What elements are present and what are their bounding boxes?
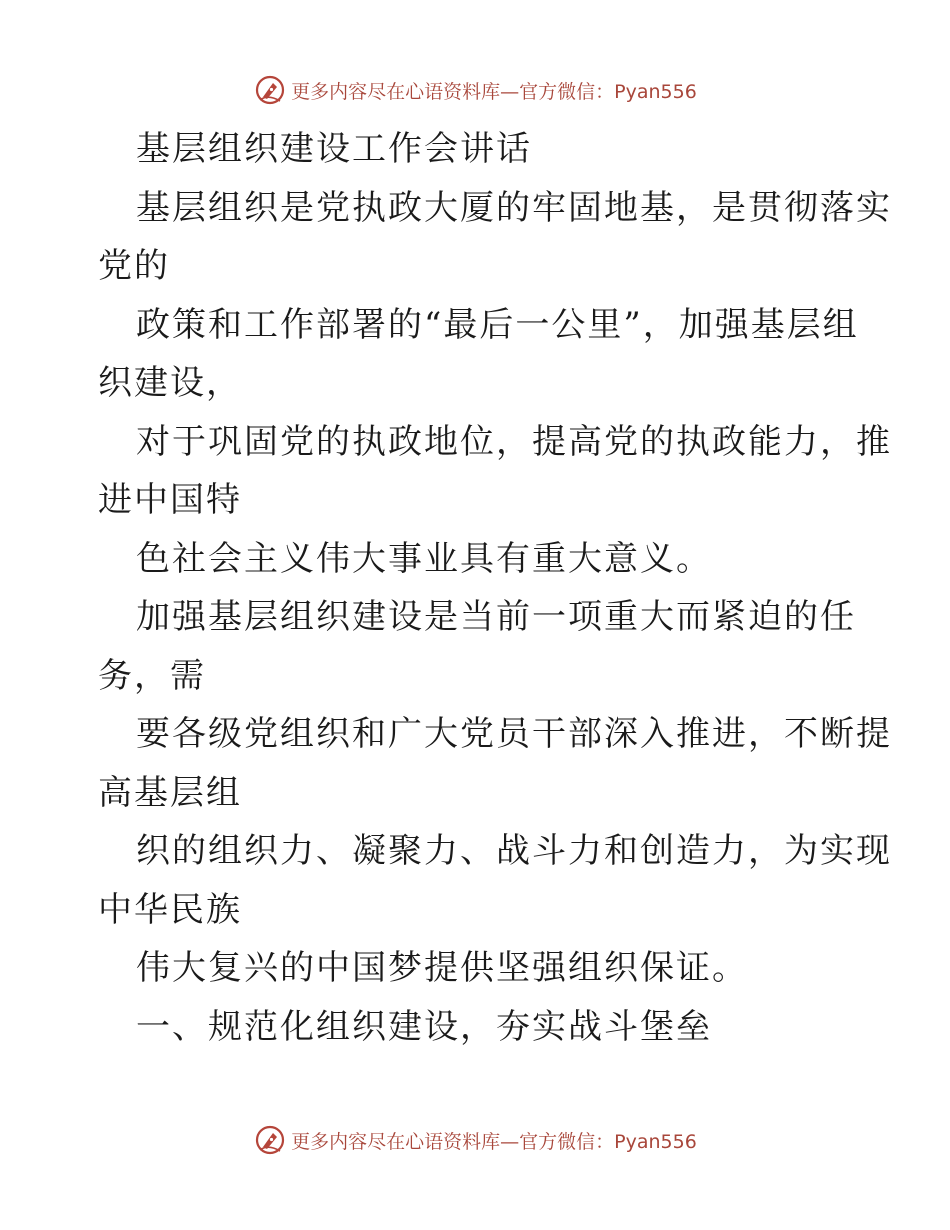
paragraph-line: 色社会主义伟大事业具有重大意义。 xyxy=(136,538,712,579)
watermark-site-text: 更多内容尽在心语资料库—官方微信： xyxy=(291,80,615,103)
document-title: 基层组织建设工作会讲话 xyxy=(136,129,532,169)
paragraph-line: 政策和工作部署的“最后一公里”，加强基层组 xyxy=(136,304,859,345)
watermark-text xyxy=(291,77,697,104)
watermark-wechat-id: Pyan556 xyxy=(614,80,697,103)
paragraph-line: 中华民族 xyxy=(98,889,242,930)
document-body xyxy=(98,120,892,1056)
paragraph-line: 高基层组 xyxy=(98,772,242,813)
watermark-site-text: 更多内容尽在心语资料库—官方微信： xyxy=(291,1130,615,1153)
paragraph-line: 要各级党组织和广大党员干部深入推进，不断提 xyxy=(136,714,892,754)
watermark-wechat-id: Pyan556 xyxy=(614,1130,697,1153)
paragraph-line: 对于巩固党的执政地位，提高党的执政能力，推 xyxy=(136,421,892,462)
section-heading: 一、规范化组织建设，夯实战斗堡垒 xyxy=(136,1006,712,1047)
header-watermark-banner xyxy=(0,72,950,108)
pen-nib-logo-icon xyxy=(253,1123,287,1157)
paragraph-line: 务，需 xyxy=(98,655,206,696)
paragraph-line: 伟大复兴的中国梦提供坚强组织保证。 xyxy=(136,948,748,988)
paragraph-line: 进中国特 xyxy=(98,480,242,520)
paragraph-line: 党的 xyxy=(98,246,170,286)
paragraph-line: 织的组织力、凝聚力、战斗力和创造力，为实现 xyxy=(136,831,892,871)
footer-watermark-banner xyxy=(0,1122,950,1158)
paragraph-line: 加强基层组织建设是当前一项重大而紧迫的任 xyxy=(136,597,856,637)
pen-nib-logo-icon xyxy=(253,73,287,107)
paragraph-line: 基层组织是党执政大厦的牢固地基，是贯彻落实 xyxy=(136,187,892,228)
paragraph-line: 织建设， xyxy=(98,363,242,403)
watermark-text xyxy=(291,1127,697,1154)
